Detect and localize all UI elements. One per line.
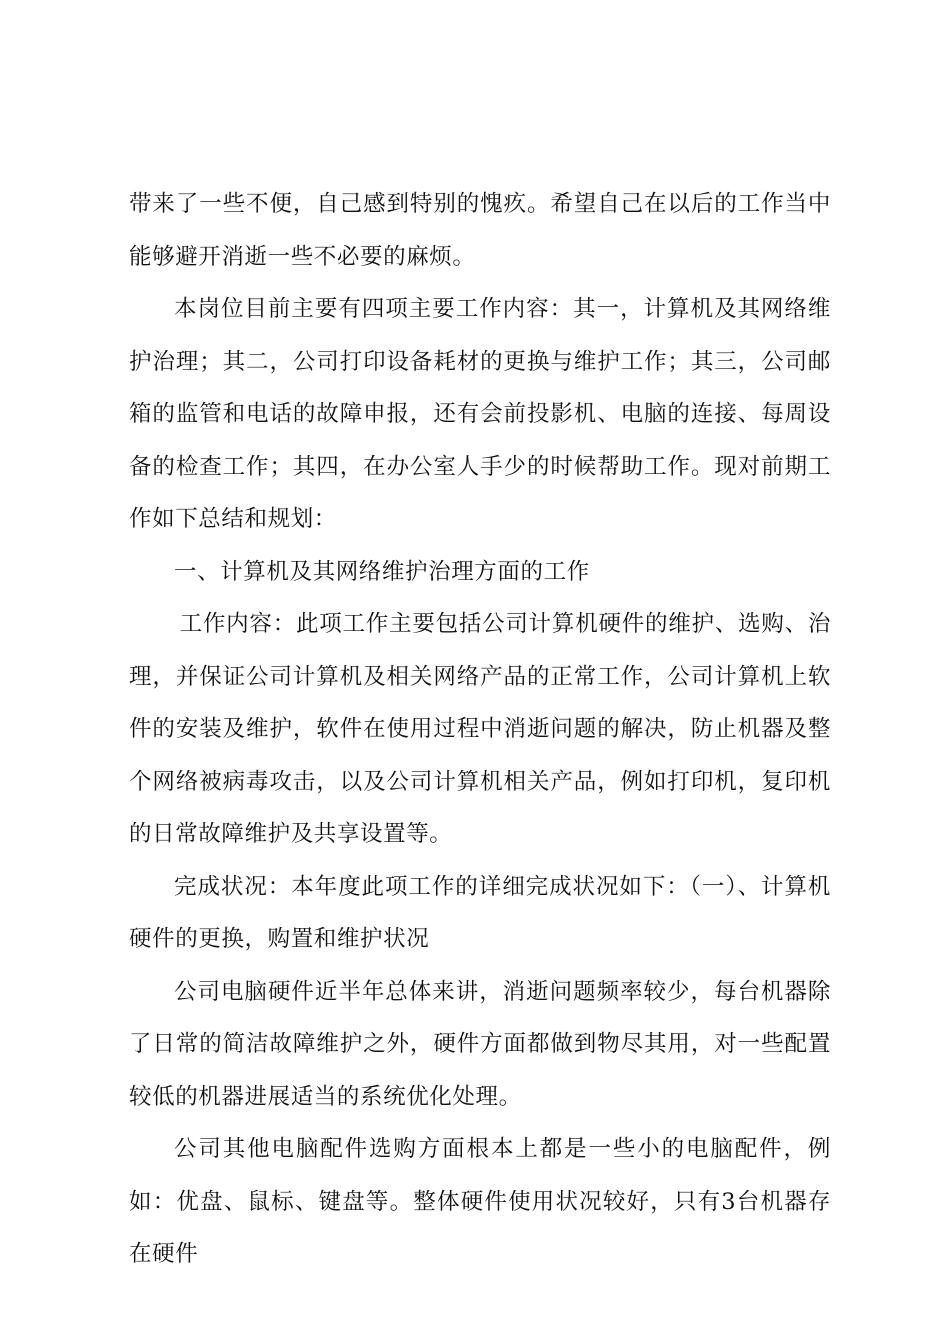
section-heading: 一、计算机及其网络维护治理方面的工作	[174, 558, 590, 585]
document-body	[129, 178, 831, 1281]
paragraph-continuation: 带来了一些不便，自己感到特别的愧疚。希望自己在以后的工作当中能够避开消逝一些不必要的麻烦。	[129, 191, 831, 270]
paragraph-completion-status: 完成状况：本年度此项工作的详细完成状况如下：（一）、计算机硬件的更换，购置和维护状况	[129, 873, 831, 952]
paragraph-hardware-overview: 公司电脑硬件近半年总体来讲，消逝问题频率较少，每台机器除了日常的简洁故障维护之外，硬件方面都做到物尽其用，对一些配置较低的机器进展适当的系统优化处理。	[129, 978, 831, 1110]
paragraph-work-content: 工作内容：此项工作主要包括公司计算机硬件的维护、选购、治理，并保证公司计算机及相关网络产品的正常工作，公司计算机上软件的安装及维护，软件在使用过程中消逝问题的解决，防止机器及整个网络被病毒攻击，以及公司计算机相关产品，例如打印机，复印机的日常故障维护及共享设置等。	[129, 611, 831, 847]
paragraph-accessories: 公司其他电脑配件选购方面根本上都是一些小的电脑配件，例如：优盘、鼠标、键盘等。整体硬件使用状况较好，只有3台机器存在硬件	[129, 1136, 831, 1267]
paragraph-job-overview: 本岗位目前主要有四项主要工作内容：其一，计算机及其网络维护治理；其二，公司打印设备耗材的更换与维护工作；其三，公司邮箱的监管和电话的故障申报，还有会前投影机、电脑的连接、每周设备的检查工作；其四，在办公室人手少的时候帮助工作。现对前期工作如下总结和规划：	[129, 296, 831, 532]
